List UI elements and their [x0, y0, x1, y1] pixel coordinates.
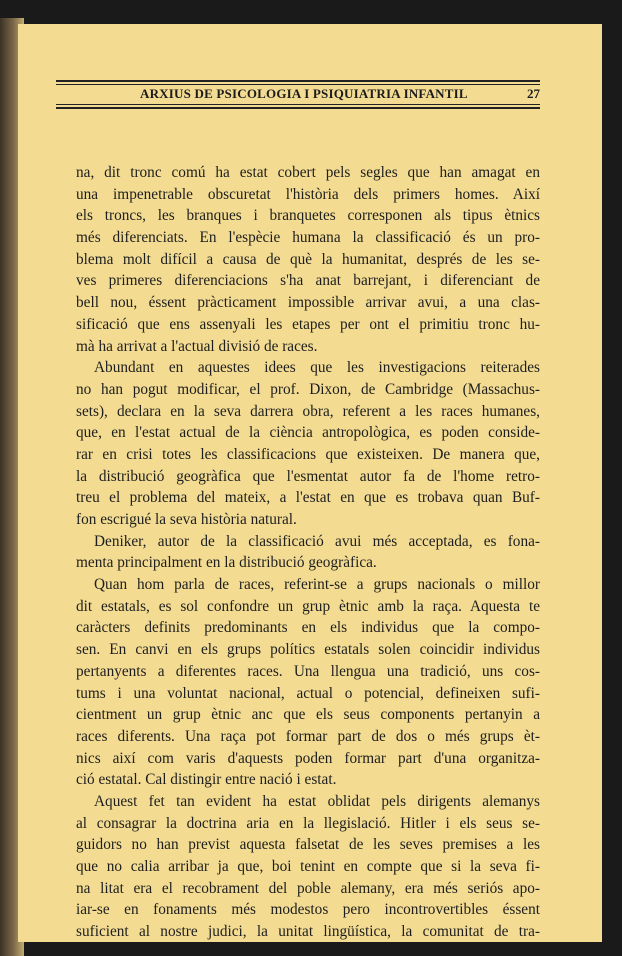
header-rule [56, 104, 540, 105]
page-number: 27 [527, 86, 540, 101]
running-header [56, 80, 540, 109]
header-row [56, 85, 540, 103]
text-line: sificació que ens assenyali les etapes per ont el primitiu tronc hu- [76, 315, 540, 333]
text-line: treu el problema del mateix, a l'estat en que es trobava quan Buf- [76, 489, 540, 507]
text-line: mà ha arrivat a l'actual divisió de races. [76, 337, 318, 355]
text-line: Quan hom parla de races, referint-se a grups nacionals o millor [94, 576, 540, 594]
text-line: sets), declara en la seva darrera obra, referent a les races humanes, [76, 402, 540, 420]
text-line: sen. En canvi en els grups polítics estatals solen coincidir individus [76, 641, 540, 659]
text-line: Abundant en aquestes idees que les investigacions reiterades [94, 359, 540, 377]
text-line: na, dit tronc comú ha estat cobert pels segles que han amagat en [76, 164, 540, 181]
text-line: menta principalment en la distribució geogràfica. [76, 554, 377, 572]
text-line: dit estatals, es sol confondre un grup ètnic amb la raça. Aquesta te [76, 597, 540, 615]
body-text [76, 162, 540, 943]
text-line: que no calia arribar ja que, boi tenint en compte que si la seva fi- [76, 858, 540, 875]
text-line: nics així com varis d'aquests poden formar part d'una organitza- [76, 749, 540, 767]
text-line: caràcters definits predominants en els individus que la compo- [76, 619, 540, 637]
text-line: guidors no han previst aquesta falsetat de les seves premises a les [76, 836, 540, 854]
text-line: iar-se en fonaments més modestos pero incontrovertibles éssent [76, 901, 540, 919]
text-line: races diferents. Una raça pot formar part de dos o més grups èt- [76, 727, 540, 745]
text-line: la distribució geogràfica que l'esmentat autor fa de l'home retro- [76, 467, 540, 485]
text-line: bell nou, éssent pràcticament impossible arrivar avui, a una clas- [76, 294, 540, 312]
text-line: una impenetrable obscuretat l'història dels primers homes. Així [76, 185, 540, 203]
text-line: ves primeres diferenciacions s'ha anat barrejant, i diferenciant de [76, 272, 540, 290]
text-line: més diferenciats. En l'espècie humana la classificació és un pro- [76, 229, 540, 247]
text-line: Aquest fet tan evident ha estat oblidat pels dirigents alemanys [94, 792, 540, 810]
text-line: ció estatal. Cal distingir entre nació i estat. [76, 771, 337, 789]
text-line: els troncs, les branques i branquetes corresponen als tipus ètnics [76, 207, 540, 225]
text-line: Deniker, autor de la classificació avui més acceptada, es fona- [94, 532, 540, 550]
journal-title: ARXIUS DE PSICOLOGIA I PSIQUIATRIA INFANTIL [140, 86, 468, 101]
text-line: rar en crisi totes les classificacions que existeixen. De manera que, [76, 445, 540, 463]
text-line: no han pogut modificar, el prof. Dixon, de Cambridge (Massachus- [76, 380, 540, 398]
text-line: al consagrar la doctrina aria en la llegislació. Hitler i els seus se- [76, 814, 540, 832]
text-line: blema molt difícil a causa de què la humanitat, després de les se- [76, 250, 540, 268]
header-rule [56, 80, 540, 82]
text-line: que, en l'estat actual de la ciència antropològica, es poden conside- [76, 424, 540, 442]
text-line: pertanyents a diferentes races. Una llengua una tradició, uns cos- [76, 662, 540, 680]
header-rule [56, 107, 540, 109]
text-line: tums i una voluntat nacional, actual o potencial, defineixen sufi- [76, 684, 540, 702]
text-line: suficient al nostre judici, la unitat lingüística, la comunitat de tra- [76, 923, 540, 941]
text-line: fon escrigué la seva història natural. [76, 511, 297, 528]
text-line: na litat era el recobrament del poble alemany, era més seriós apo- [76, 879, 540, 897]
text-line: cientment un grup ètnic anc que els seus components pertanyin a [76, 706, 540, 724]
